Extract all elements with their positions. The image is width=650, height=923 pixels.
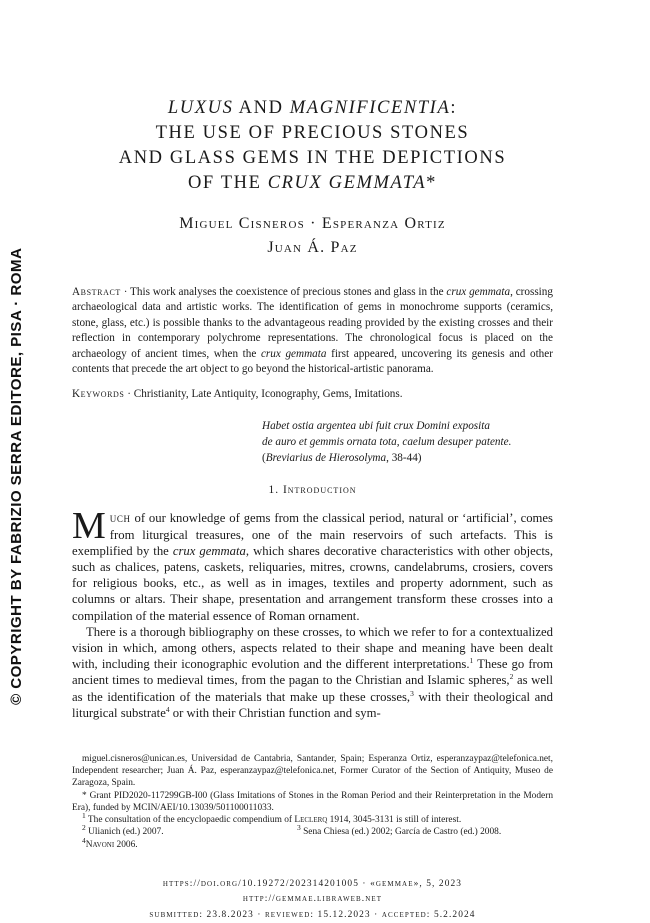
paragraph-2 [72, 624, 553, 721]
epigraph-paren-open: ( [262, 452, 266, 465]
title-luxus: LUXUS [167, 98, 234, 118]
epigraph-line-2: de auro et gemmis ornata tota, caelum desuper patente. [262, 436, 512, 449]
article-page [72, 0, 553, 923]
authors-line-2: Juan Á. Paz [267, 239, 358, 256]
epigraph-line-1: Habet ostia argentea ubi fuit crux Domini exposita [262, 420, 490, 433]
epigraph-source [262, 450, 553, 466]
colophon [72, 877, 553, 923]
footnote-ref-2[interactable]: 2 [509, 672, 514, 682]
title-magnificentia: MAGNIFICENTIA [289, 98, 451, 118]
epigraph-source-title: Breviarius de Hierosolyma [265, 452, 387, 465]
keywords [72, 387, 553, 402]
title-line-1 [72, 96, 553, 121]
p2-text-c: as well as the identification of the materials that make up these crosses, [72, 673, 553, 704]
footnote-2-mark: 2 [82, 823, 86, 833]
drop-cap: M [72, 505, 106, 548]
keywords-text: Christianity, Late Antiquity, Iconography, Gems, Imitations. [133, 388, 403, 401]
abstract-italic-2: crux gemmata [260, 347, 327, 360]
title-colon: : [450, 98, 458, 118]
grant-mark: * [82, 790, 90, 801]
p2-text-d: with their theological and liturgical substrate [72, 689, 553, 720]
footnote-1 [72, 810, 553, 826]
article-title [72, 96, 553, 196]
body-text [72, 505, 553, 721]
section-heading [72, 484, 553, 496]
footnote-3 [297, 823, 553, 838]
copyright-sidebar [0, 0, 40, 922]
title-of-the: OF THE [187, 173, 268, 193]
footnote-1-text-b: 1914, 3045-3131 is still of interest. [327, 815, 462, 826]
authors [72, 212, 553, 260]
footnote-4-mark: 4 [82, 835, 86, 845]
epigraph [262, 418, 553, 466]
copyright-notice: © COPYRIGHT BY FABRIZIO SERRA EDITORE, PISA · ROMA [8, 247, 25, 705]
section-title: Introduction [282, 484, 357, 497]
abstract [72, 285, 553, 377]
keywords-sep: · [124, 388, 134, 401]
title-line-2: THE USE OF PRECIOUS STONES [155, 123, 470, 143]
footnote-1-author: Leclerq [294, 815, 328, 826]
p2-text-b: These go from ancient times to medieval times, from the pagan to the Christian and Islamic spheres, [72, 657, 553, 688]
paragraph-1 [72, 505, 553, 623]
footnote-4-text: 2006. [114, 839, 138, 850]
footnotes [72, 753, 553, 851]
author-affiliations: miguel.cisneros@unican.es, Universidad de Cantabria, Santander, Spain; Esperanza Ortiz, esperanzaypaz@telefonica.net, Independent researcher; Juan Á. Paz, esperanzaypaz@telefonica.net, Former Curator of the Section of Antiquity, Museo de Zaragoza, Spain. [72, 754, 553, 789]
footnote-1-mark: 1 [82, 810, 86, 820]
grant-text: Grant PID2020-117299GB-I00 (Glass Imitations of Stones in the Roman Period and their Reinterpretation in the Modern Era), funded by MCIN/AEI/10.13039/501100011033. [72, 790, 554, 813]
footnote-4 [72, 835, 553, 851]
submission-dates: submitted: 23.8.2023 · reviewed: 15.12.2023 · accepted: 5.2.2024 [149, 909, 476, 920]
abstract-text-3: first appeared, uncovering its genesis and other contents that precede the art object to go beyond the historical-artistic panorama. [72, 347, 553, 376]
title-line-3: AND GLASS GEMS IN THE DEPICTIONS [118, 148, 507, 168]
footnote-3-text: Sena Chiesa (ed.) 2002; García de Castro (ed.) 2008. [300, 827, 502, 838]
footnote-1-text-a: The consultation of the encyclopaedic compendium of [85, 815, 295, 826]
abstract-label: Abstract [72, 286, 121, 298]
footnote-ref-4[interactable]: 4 [165, 704, 170, 714]
title-crux-gemmata: CRUX GEMMATA [267, 173, 427, 193]
abstract-text-2: , crossing archaeological data and artistic works. The identification of gems in monochrome supports (ceramics, stone, glass, etc.) is possible thanks to the advantageous reading provided by the existing crosses and their reflection in contemporary polychrome representations. The chronological focus is placed on the archaeology of ancient times, when the [72, 286, 553, 360]
abstract-italic-1: crux gemmata [446, 286, 511, 298]
p1-italic: crux gemmata [172, 543, 246, 558]
doi-line[interactable]: https://doi.org/10.19272/202314201005 · «gemmae», 5, 2023 [162, 878, 463, 889]
lead-word: uch [109, 511, 131, 526]
section-number: 1. [268, 484, 283, 497]
title-asterisk: * [426, 173, 438, 193]
footnote-3-mark: 3 [297, 823, 301, 833]
footnote-2-text: Ulianich (ed.) 2007. [85, 827, 164, 838]
keywords-label: Keywords [72, 388, 125, 401]
title-line-4 [72, 171, 553, 196]
p1-text-b: , which shares decorative characteristics with other objects, such as chalices, patens, caskets, reliquaries, mitres, crowns, candelabrums, crosiers, covers for religious books, etc., as well as in images, textiles and property adornment, such as columns or altars. Their shape, presentation and arrangement transform these crosses into a compilation of the material essence of Roman ornament. [72, 543, 553, 623]
footnote-2 [72, 823, 297, 838]
grant-note [72, 790, 553, 814]
abstract-sep: · [120, 286, 131, 298]
p2-text-e: or with their Christian function and sym- [169, 705, 381, 720]
epigraph-source-ref: , 38-44) [386, 452, 422, 465]
footnote-4-author: Navoni [85, 839, 115, 850]
title-and: AND [233, 98, 290, 118]
footnote-ref-3[interactable]: 3 [410, 688, 414, 698]
footnote-row-2-3 [72, 823, 553, 838]
authors-line-1: Miguel Cisneros · Esperanza Ortiz [179, 215, 446, 232]
journal-url[interactable]: http://gemmae.libraweb.net [242, 894, 383, 905]
p2-text-a: There is a thorough bibliography on these crosses, to which we refer to for a contextualized vision in which, among others, aspects related to their shape and meaning have been dealt with, including their iconographic evolution and the different interpretations. [72, 624, 553, 672]
abstract-text-1: This work analyses the coexistence of precious stones and glass in the [130, 286, 447, 298]
p1-text-a: of our knowledge of gems from the classical period, natural or ‘artificial’, comes from liturgical treasures, one of the main reservoirs of such artefacts. This is exemplified by the [72, 511, 553, 558]
footnote-ref-1[interactable]: 1 [469, 656, 474, 666]
